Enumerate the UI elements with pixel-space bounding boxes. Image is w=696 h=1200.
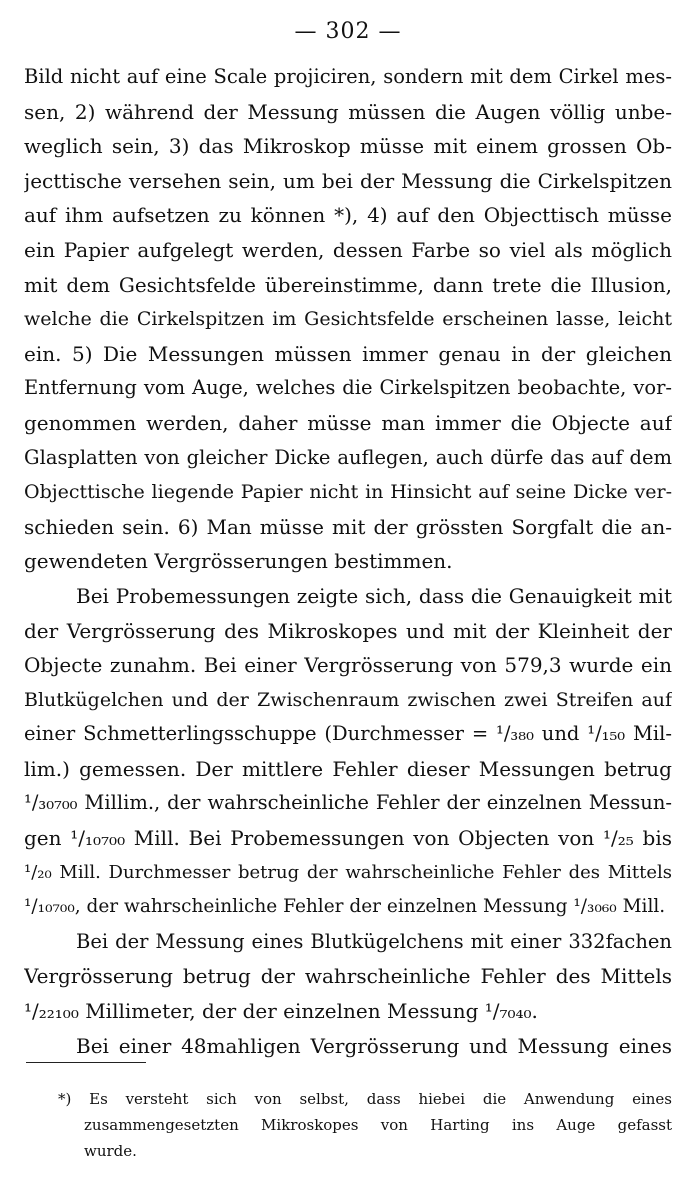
text-line: Glasplatten von gleicher Dicke auflegen, auch dürfe das auf dem — [24, 445, 672, 469]
paragraph-start-line: Bei der Messung eines Blutkügelchens mit einer 332fachen — [76, 929, 672, 953]
text-line: sen, 2) während der Messung müssen die Augen völlig unbe- — [24, 99, 672, 124]
text-line: gewendeten Vergrösserungen bestimmen. — [24, 549, 453, 574]
text-line: Objecte zunahm. Bei einer Vergrösserung von 579,3 wurde ein — [24, 653, 672, 678]
text-line: einer Schmetterlingsschuppe (Durchmesser = ¹/₃₈₀ und ¹/₁₅₀ Mil- — [24, 722, 672, 746]
text-line: der Vergrösserung des Mikroskopes und mit der Kleinheit der — [24, 618, 672, 643]
text-line: gen ¹/₁₀₇₀₀ Mill. Bei Probemessungen von Objecten von ¹/₂₅ bis — [24, 826, 672, 851]
text-line: Blutkügelchen und der Zwischenraum zwischen zwei Streifen auf — [24, 688, 672, 711]
text-line: genommen werden, daher müsse man immer die Objecte auf — [24, 410, 672, 435]
footnote-line: wurde. — [84, 1142, 137, 1160]
text-line: Objecttische liegende Papier nicht in Hinsicht auf seine Dicke ver- — [24, 481, 672, 504]
footnote — [58, 1086, 672, 1164]
text-line: auf ihm aufsetzen zu können *), 4) auf den Objecttisch müsse — [24, 203, 672, 228]
text-line: ¹/₂₂₁₀₀ Millimeter, der der einzelnen Messung ¹/₇₀₄₀. — [24, 999, 538, 1024]
footnote-line: *) Es versteht sich von selbst, dass hiebei die Anwendung eines — [58, 1090, 672, 1108]
footnote-line: zusammengesetzten Mikroskopes von Harting ins Auge gefasst — [84, 1116, 672, 1134]
text-line: weglich sein, 3) das Mikroskop müsse mit einem grossen Ob- — [24, 134, 672, 159]
text-line: Bild nicht auf eine Scale projiciren, sondern mit dem Cirkel mes- — [24, 65, 672, 88]
text-line: ¹/₃₀₇₀₀ Millim., der wahrscheinliche Fehler der einzelnen Messun- — [24, 791, 672, 815]
text-line: Vergrösserung betrug der wahrscheinliche Fehler des Mittels — [24, 964, 672, 989]
body-text — [24, 60, 672, 1063]
text-line: schieden sein. 6) Man müsse mit der grössten Sorgfalt die an- — [24, 514, 672, 539]
text-line: mit dem Gesichtsfelde übereinstimme, dann trete die Illusion, — [24, 272, 672, 297]
paragraph-start-line: Bei Probemessungen zeigte sich, dass die Genauigkeit mit — [76, 583, 672, 608]
text-line: Entfernung vom Auge, welches die Cirkelspitzen beobachte, vor- — [24, 376, 672, 400]
text-line: lim.) gemessen. Der mittlere Fehler dieser Messungen betrug — [24, 756, 672, 781]
paragraph-start-line: Bei einer 48mahligen Vergrösserung und Messung eines — [76, 1033, 672, 1058]
text-line: welche die Cirkelspitzen im Gesichtsfelde erscheinen lasse, leicht — [24, 308, 672, 331]
text-line: jecttische versehen sein, um bei der Messung die Cirkelspitzen — [24, 168, 672, 193]
page-number: — 302 — — [294, 19, 402, 44]
text-line: ein Papier aufgelegt werden, dessen Farbe so viel als möglich — [24, 237, 672, 262]
text-line: ¹/₁₀₇₀₀, der wahrscheinliche Fehler der einzelnen Messung ¹/₃₀₆₀ Mill. — [24, 896, 666, 918]
text-line: ein. 5) Die Messungen müssen immer genau in der gleichen — [24, 341, 672, 366]
footnote-divider — [26, 1062, 146, 1063]
text-line: ¹/₂₀ Mill. Durchmesser betrug der wahrscheinliche Fehler des Mittels — [24, 861, 672, 883]
